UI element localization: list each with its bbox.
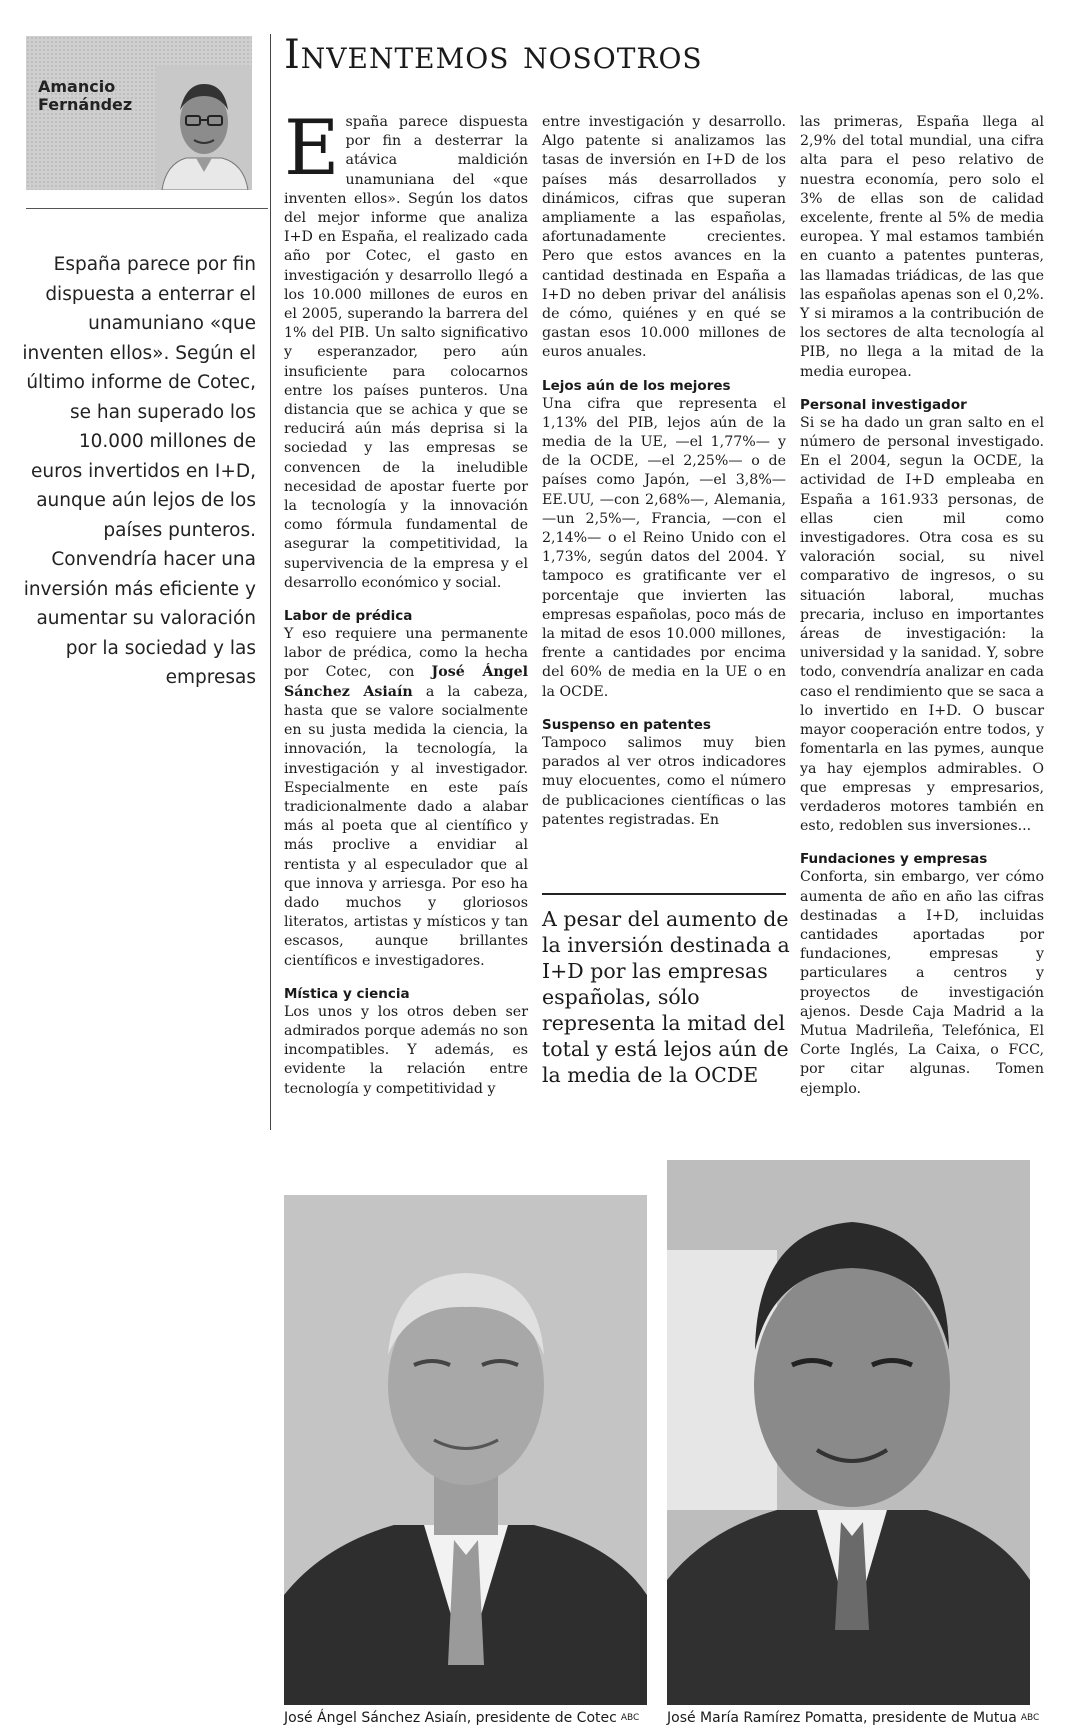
sidebar-summary: España parece por fin dispuesta a enterrar el unamuniano «que inventen ellos». Según el último informe de Cotec, se han superado los 10.000 millones de euros invertidos en I+D, aunque aún lejos de los países punteros. Convendría hacer una inversión más eficiente y aumentar su valoración por la sociedad y las empresas [22, 254, 256, 688]
photo-caption-1 [284, 1709, 639, 1727]
paragraph: Los unos y los otros deben ser admirados porque además no son incompatibles. Y además, es evidente la relación entre tecnología y competitividad y [284, 1003, 528, 1097]
paragraph-text: a la cabeza, hasta que se valore socialmente en su justa medida la ciencia, la innovación, la tecnología, la investigación y al investigador. Especialmente en este país tradicionalmente dado a alabar más al poeta que al científico y más proclive a envidiar al rentista y al especulador que al que innova y arriesga. Por eso ha dado muchos y gloriosos literatos, artistas y místicos y tan escasos, aunque brillantes científicos e investigadores. [284, 683, 529, 969]
paragraph-text: spaña parece dispuesta por fin a desterrar la atávica maldición unamuniana del «que inventen ellos». Según los datos del mejor informe que analiza I+D en España, el realizado cada año por Cotec, el gasto en investigación y desarrollo llegó a los 10.000 millones de euros en el 2005, superando la barrera del 1% del PIB. Un salto significativo y esperanzador, pero aún insuficiente para colocarnos entre los países punteros. Una distancia que se achica y que se reducirá aún más deprisa si la sociedad y las empresas se convencen de la ineludible necesidad de apostar fuerte por la tecnología y la innovación como fórmula fundamental de asegurar la competitividad, la supervivencia de la empresa y el desarrollo económico y social. [284, 114, 528, 591]
author-portrait [156, 66, 252, 190]
caption-text: José María Ramírez Pomatta, presidente de Mutua [667, 1710, 1017, 1726]
photo-credit: ABC [620, 1713, 640, 1723]
paragraph [284, 103, 528, 593]
paragraph-text: Y eso requiere una permanente labor de prédica, como la hecha por Cotec, con [284, 626, 528, 681]
author-divider [26, 208, 268, 209]
caption-text: José Ángel Sánchez Asiaín, presidente de Cotec [284, 1710, 617, 1726]
paragraph: Una cifra que representa el 1,13% del PIB, lejos aún de la media de la UE, —el 1,77%— y de la OCDE, —el 2,25%— o de países como Japón, —el 3,8%— EE.UU, —con 2,68%—, Alemania, —un 2,5%—, Francia, —con el 2,14%— o el Reino Unido con el 1,73%, según datos del 2004. Y tampoco es gratificante ver el porcentaje que invierten las empresas españolas, poco más de la mitad de esos 10.000 millones, frente a cantidades por encima del 60% de media en la UE o en la OCDE. [542, 395, 786, 700]
drop-cap: E [284, 103, 340, 192]
paragraph: Tampoco salimos muy bien parados al ver otros indicadores muy elocuentes, como el número de publicaciones científicas o las patentes registradas. En [542, 734, 786, 828]
photo-caption-2 [667, 1709, 1039, 1727]
article-column-3 [800, 113, 1044, 1099]
subheading: Mística y ciencia [284, 985, 410, 1002]
portrait-photo-sanchez-asiain [284, 1195, 647, 1705]
subheading: Lejos aún de los mejores [542, 377, 731, 394]
author-name-line2: Fernández [38, 95, 133, 114]
author-name [38, 78, 132, 114]
paragraph: las primeras, España llega al 2,9% del total mundial, una cifra alta para el peso relativo de nuestra economía, pero solo el 3% de ellas son de calidad excelente, frente al 5% de media europea. Y mal estamos también en cuanto a patentes punteras, las llamadas triádicas, de las que las españolas apenas son el 0,2%. Y si miramos a la contribución de los sectores de alta tecnología al PIB, no llega a la mitad de la media europea. [800, 114, 1044, 380]
pullquote-rule [542, 893, 786, 895]
subheading: Labor de prédica [284, 608, 413, 625]
author-box [26, 36, 252, 190]
paragraph [284, 625, 528, 971]
pullquote: A pesar del aumento de la inversión destinada a I+D por las empresas españolas, sólo representa la mitad del total y está lejos aún de la media de la OCDE [542, 907, 790, 1087]
headline: Inventemos nosotros [284, 32, 703, 78]
column-divider [270, 34, 271, 1130]
subheading: Fundaciones y empresas [800, 851, 988, 868]
subheading: Personal investigador [800, 396, 967, 413]
photo-credit: ABC [1020, 1713, 1040, 1723]
paragraph: Si se ha dado un gran salto en el número de personal investigado. En el 2004, segun la OCDE, la actividad de I+D empleaba en España a 161.933 personas, de ellas cien mil como investigadores. Otra cosa es su valoración social, su nivel comparativo de ingresos, o su situación laboral, muchas precaria, incluso en importantes áreas de investigación: la universidad y la sanidad. Y, sobre todo, convendría analizar en cada caso el rendimiento que se saca a lo invertido en I+D. O buscar mayor cooperación entre todos, y fomentarla en las pymes, aunque ya hay ejemplos admirables. O que empresas y empresarios, verdaderos motores también en esto, redoblen sus inversiones... [800, 414, 1044, 835]
person-name: José Ángel Sánchez Asiaín [284, 664, 528, 700]
author-name-line1: Amancio [38, 77, 116, 96]
paragraph: entre investigación y desarrollo. Algo patente si analizamos las tasas de inversión en I+D de los países más desarrollados y dinámicos, cifras que superan ampliamente a las españolas, afortunadamente crecientes. Pero que estos avances en la cantidad destinada en España a I+D no deben privar del análisis de cómo, quiénes y en qué se gastan esos 10.000 millones de euros anuales. [542, 114, 786, 361]
portrait-photo-ramirez-pomatta [667, 1160, 1030, 1705]
article-column-2 [542, 113, 786, 830]
article-column-1 [284, 103, 529, 1099]
subheading: Suspenso en patentes [542, 716, 711, 733]
paragraph: Conforta, sin embargo, ver cómo aumenta de año en año las cifras destinadas a I+D, incluidas cantidades aportadas por fundaciones, empresas y particulares a centros y proyectos de investigación ajenos. Desde Caja Madrid a la Mutua Madrileña, Telefónica, El Corte Inglés, La Caixa, o FCC, por citar algunas. Tomen ejemplo. [800, 869, 1044, 1097]
